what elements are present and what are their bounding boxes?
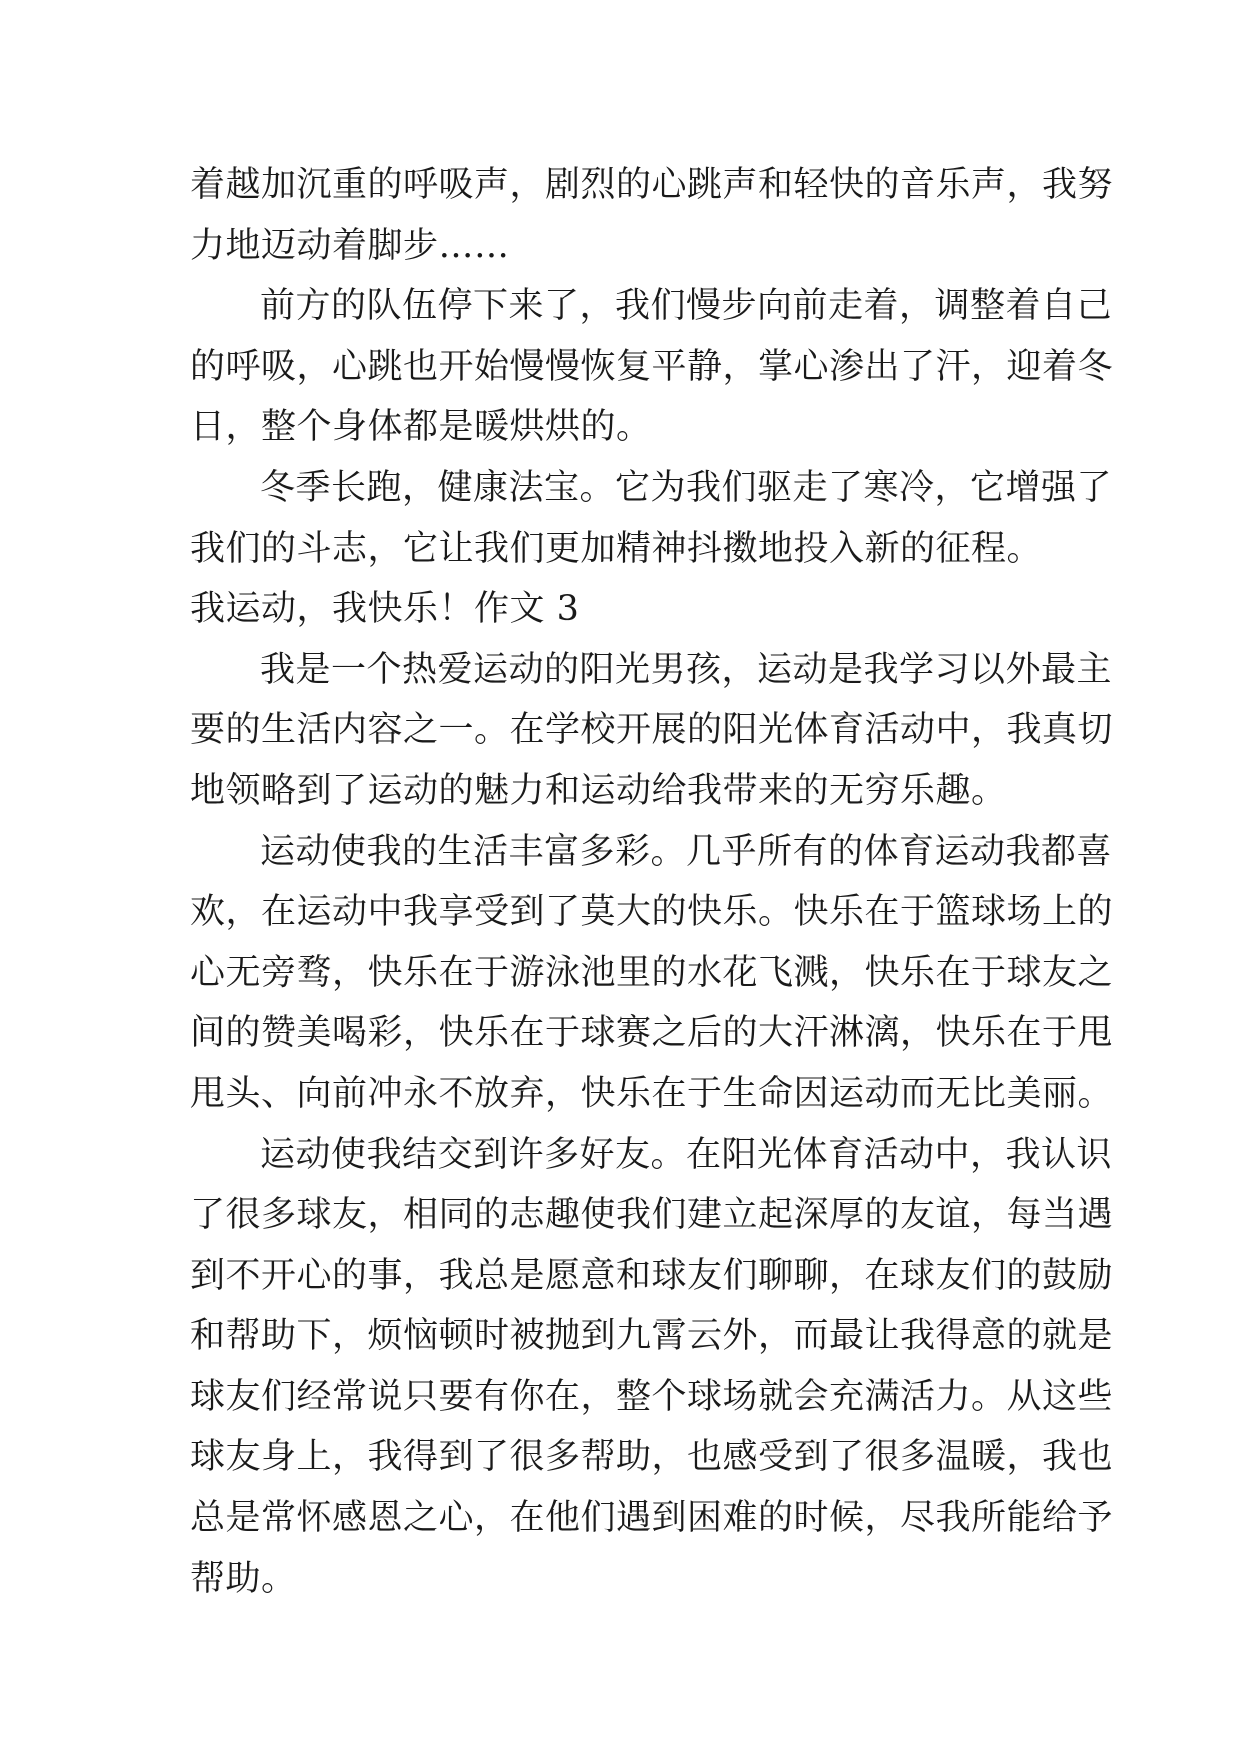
paragraph-line: 球友身上，我得到了很多帮助，也感受到了很多温暖，我也 bbox=[190, 1437, 1114, 1478]
paragraph-intro bbox=[190, 640, 1114, 822]
paragraph-line: 冬季长跑，健康法宝。它为我们驱走了寒冷，它增强了 bbox=[260, 467, 1113, 508]
paragraph-line: 了很多球友，相同的志趣使我们建立起深厚的友谊，每当遇 bbox=[190, 1195, 1114, 1236]
paragraph-line: 总是常怀感恩之心，在他们遇到困难的时候，尽我所能给予 bbox=[190, 1498, 1114, 1539]
paragraph-pause bbox=[190, 276, 1114, 458]
essay-title: 我运动，我快乐！作文 3 bbox=[190, 589, 580, 630]
paragraph-line: 日，整个身体都是暖烘烘的。 bbox=[190, 407, 652, 448]
paragraph-line: 间的赞美喝彩，快乐在于球赛之后的大汗淋漓，快乐在于甩 bbox=[190, 1013, 1114, 1054]
paragraph-line: 欢，在运动中我享受到了莫大的快乐。快乐在于篮球场上的 bbox=[190, 892, 1114, 933]
paragraph-winter-run bbox=[190, 458, 1113, 579]
paragraph-line: 的呼吸，心跳也开始慢慢恢复平静，掌心渗出了汗，迎着冬 bbox=[190, 346, 1114, 387]
paragraph-line: 和帮助下，烦恼顿时被抛到九霄云外，而最让我得意的就是 bbox=[190, 1316, 1114, 1357]
paragraph-line: 甩头、向前冲永不放弃，快乐在于生命因运动而无比美丽。 bbox=[190, 1073, 1114, 1114]
paragraph-line: 着越加沉重的呼吸声，剧烈的心跳声和轻快的音乐声，我努 bbox=[190, 165, 1114, 205]
paragraph-line: 要的生活内容之一。在学校开展的阳光体育活动中，我真切 bbox=[190, 710, 1114, 751]
paragraph-line: 我们的斗志，它让我们更加精神抖擞地投入新的征程。 bbox=[190, 528, 1043, 569]
paragraph-line: 运动使我的生活丰富多彩。几乎所有的体育运动我都喜 bbox=[260, 831, 1113, 872]
paragraph-line: 球友们经常说只要有你在，整个球场就会充满活力。从这些 bbox=[190, 1376, 1114, 1417]
paragraph-joy bbox=[190, 822, 1114, 1125]
document-body bbox=[190, 155, 1114, 1609]
paragraph-line: 运动使我结交到许多好友。在阳光体育活动中，我认识 bbox=[260, 1134, 1113, 1175]
paragraph-continuation bbox=[190, 155, 1114, 276]
paragraph-line: 到不开心的事，我总是愿意和球友们聊聊，在球友们的鼓励 bbox=[190, 1255, 1114, 1296]
paragraph-line: 地领略到了运动的魅力和运动给我带来的无穷乐趣。 bbox=[190, 770, 1007, 811]
paragraph-line: 我是一个热爱运动的阳光男孩，运动是我学习以外最主 bbox=[260, 649, 1113, 690]
paragraph-line: 前方的队伍停下来了，我们慢步向前走着，调整着自己 bbox=[260, 286, 1113, 327]
paragraph-line: 帮助。 bbox=[190, 1558, 297, 1599]
paragraph-line: 力地迈动着脚步…… bbox=[190, 225, 510, 266]
paragraph-friends bbox=[190, 1125, 1114, 1610]
paragraph-line: 心无旁骛，快乐在于游泳池里的水花飞溅，快乐在于球友之 bbox=[190, 952, 1114, 993]
